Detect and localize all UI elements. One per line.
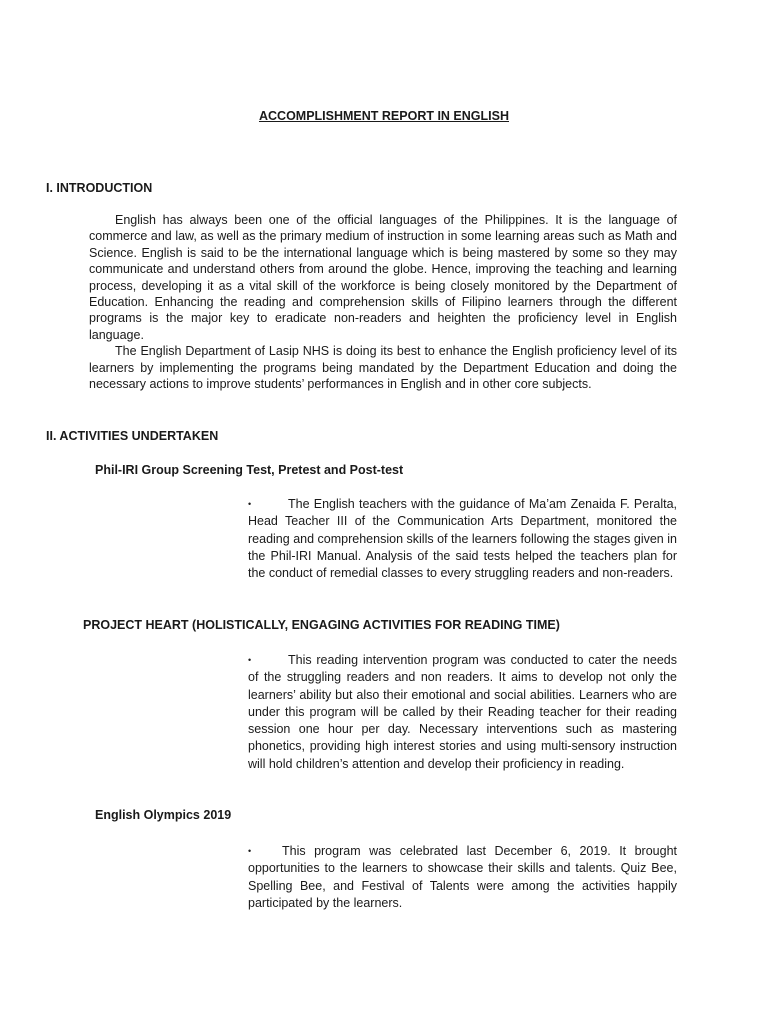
bullet-icon: • [248, 846, 252, 856]
introduction-heading: I. INTRODUCTION [46, 181, 153, 195]
activity-text: The English teachers with the guidance of Ma’am Zenaida F. Peralta, Head Teacher III of the Communication Arts Department, monitored the reading and comprehension skills of the learners following the stages given in the Phil-IRI Manual. Analysis of the said tests helped the teachers plan for the conduct of remedial classes to every struggling readers and non-readers. [248, 497, 677, 581]
bullet-icon: • [248, 655, 252, 665]
activities-heading: II. ACTIVITIES UNDERTAKEN [46, 429, 219, 443]
introduction-paragraph: The English Department of Lasip NHS is doing its best to enhance the English proficiency level of its learners by implementing the programs being mandated by the Department Education and doing the necessary actions to improve students’ performances in English and in other core subjects. [89, 344, 677, 392]
activity-description [248, 496, 677, 582]
activity-text: This reading intervention program was conducted to cater the needs of the struggling readers and non readers. It aims to develop not only the learners’ ability but also their emotional and social abilities. Learners who are under this program will be called by their Reading teacher for their reading session one hour per day. Necessary interventions such as mastering phonetics, providing high interest stories and using multi-sensory instruction will hold children’s attention and develop their proficiency in reading. [248, 653, 677, 771]
activity-text: This program was celebrated last December 6, 2019. It brought opportunities to the learners to showcase their skills and talents. Quiz Bee, Spelling Bee, and Festival of Talents were among the activities happily participated by the learners. [248, 844, 677, 910]
bullet-icon: • [248, 499, 252, 509]
activity-title: English Olympics 2019 [95, 808, 232, 822]
activity-title: PROJECT HEART (HOLISTICALLY, ENGAGING ACTIVITIES FOR READING TIME) [83, 618, 560, 632]
activity-description [248, 652, 677, 773]
introduction-body [89, 212, 677, 392]
document-title: ACCOMPLISHMENT REPORT IN ENGLISH [258, 109, 509, 123]
introduction-paragraph: English has always been one of the official languages of the Philippines. It is the language of commerce and law, as well as the primary medium of instruction in some learning areas such as Math and Science. English is said to be the international language which is being mastered by some so they may communicate and understand others from around the globe. Hence, improving the teaching and learning process, developing it as a vital skill of the workforce is being closely monitored by the Department of Education. Enhancing the reading and comprehension skills of Filipino learners through the different programs is the major key to eradicate non-readers and heighten the proficiency level in English language. [89, 213, 677, 342]
activity-description [248, 843, 677, 912]
activity-title: Phil-IRI Group Screening Test, Pretest and Post-test [95, 463, 404, 477]
